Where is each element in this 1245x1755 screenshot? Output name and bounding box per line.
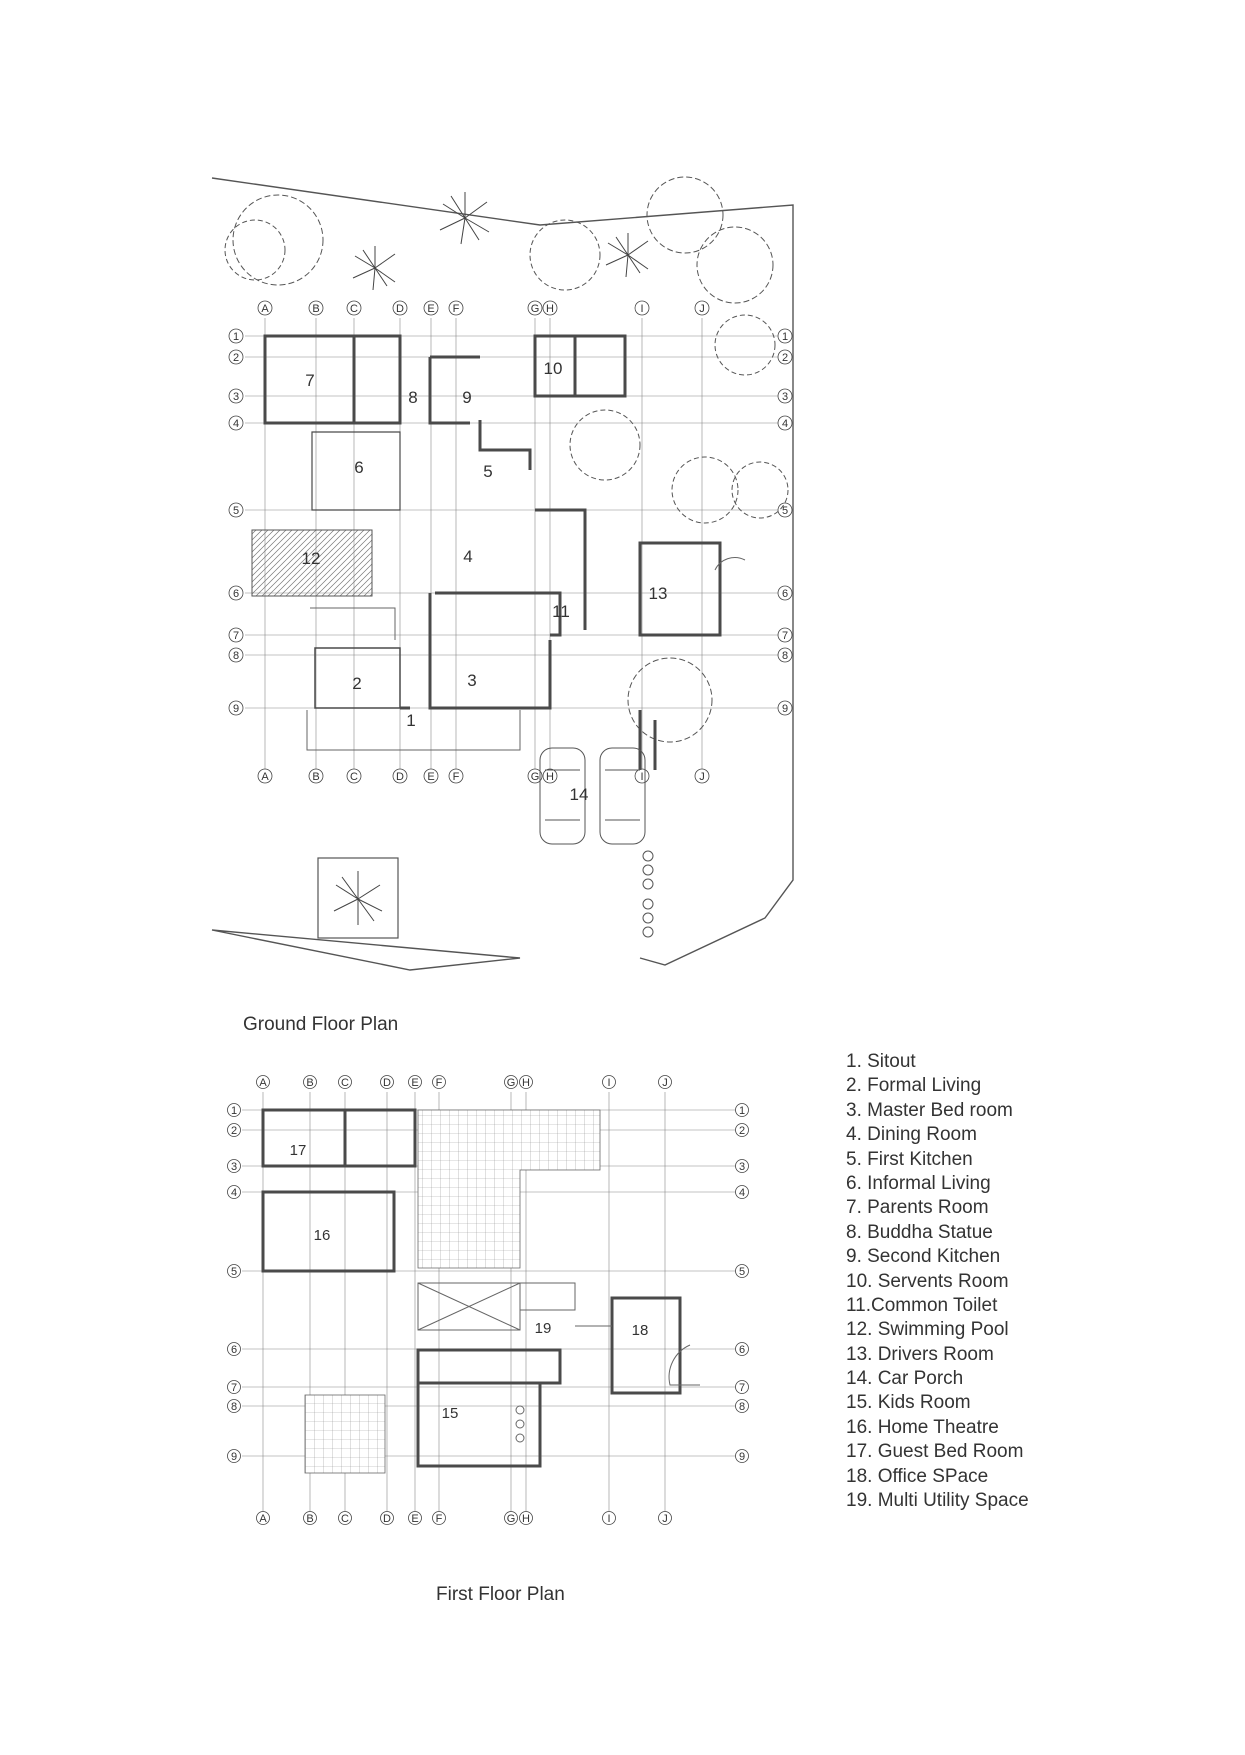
gf-grid-col-top: H [546, 303, 554, 315]
first-floor-plan [228, 1076, 749, 1526]
room-number: 1 [406, 711, 416, 730]
ff-grid-col-top: G [506, 1077, 516, 1089]
gf-grid-col-bottom: H [546, 771, 554, 783]
ff-grid-col-top: C [341, 1077, 349, 1089]
ff-grid-col-bottom: G [506, 1513, 516, 1525]
legend-item: 17. Guest Bed Room [846, 1441, 1024, 1463]
gf-grid-row-right: 5 [781, 505, 789, 517]
gf-grid-col-bottom: C [350, 771, 358, 783]
gf-grid-col-bottom: B [312, 771, 320, 783]
shrub-icons [643, 851, 653, 937]
legend-item: 4. Dining Room [846, 1124, 977, 1146]
ff-grid-row-right: 9 [738, 1451, 746, 1463]
legend-item: 9. Second Kitchen [846, 1246, 1001, 1268]
gf-grid-row-left: 1 [232, 331, 240, 343]
ff-grid-col-top: D [383, 1077, 391, 1089]
legend-item: 8. Buddha Statue [846, 1221, 993, 1243]
ff-grid-row-left: 4 [230, 1187, 238, 1199]
legend-item: 5. First Kitchen [846, 1148, 973, 1170]
legend-item: 14. Car Porch [846, 1368, 964, 1390]
gf-grid-row-right: 4 [781, 418, 789, 430]
gf-grid-row-left: 6 [232, 588, 240, 600]
gf-grid-row-right: 8 [781, 650, 789, 662]
ground-outlines [307, 558, 745, 750]
ff-grid-col-bottom: H [522, 1513, 530, 1525]
palm-icons [334, 192, 648, 925]
gf-grid-col-bottom: I [640, 771, 644, 783]
room-number: 10 [543, 359, 563, 378]
ground-floor-plan [212, 177, 793, 970]
gf-grid-row-left: 7 [232, 630, 240, 642]
gf-grid-row-right: 6 [781, 588, 789, 600]
gf-grid-col-top: E [427, 303, 435, 315]
gf-grid-col-top: C [350, 303, 358, 315]
room-number: 8 [408, 388, 418, 407]
room-number: 7 [305, 371, 315, 390]
ff-grid-col-bottom: C [341, 1513, 349, 1525]
ff-grid-row-right: 2 [738, 1125, 746, 1137]
gf-grid-col-bottom: E [427, 771, 435, 783]
gf-grid-row-right: 2 [781, 352, 789, 364]
room-number: 3 [467, 671, 477, 690]
legend-item: 1. Sitout [846, 1051, 916, 1072]
ff-grid-col-top: A [259, 1077, 267, 1089]
gf-grid-row-left: 5 [232, 505, 240, 517]
gf-grid-col-top: A [261, 303, 269, 315]
first-floor-caption: First Floor Plan [436, 1584, 565, 1605]
room-number: 18 [631, 1322, 649, 1339]
ff-grid-row-right: 3 [738, 1161, 746, 1173]
ff-grid-row-left: 6 [230, 1344, 238, 1356]
legend-item: 16. Home Theatre [846, 1416, 999, 1438]
gf-grid-row-right: 7 [781, 630, 789, 642]
legend-item: 10. Servents Room [846, 1270, 1009, 1292]
room-number: 4 [463, 547, 473, 566]
gf-grid-row-left: 3 [232, 391, 240, 403]
ff-grid-col-top: J [662, 1077, 668, 1089]
room-number: 2 [352, 674, 362, 693]
ff-grid-col-top: I [607, 1077, 611, 1089]
ff-grid-col-bottom: A [259, 1513, 267, 1525]
ff-grid-row-right: 7 [738, 1382, 746, 1394]
car-icons [540, 748, 645, 844]
gf-grid-row-left: 4 [232, 418, 240, 430]
legend-item: 18. Office SPace [846, 1465, 989, 1487]
gf-grid-row-left: 2 [232, 352, 240, 364]
room-number: 13 [648, 584, 668, 603]
legend-item: 6. Informal Living [846, 1172, 991, 1194]
legend-item: 3. Master Bed room [846, 1099, 1013, 1121]
tree-icons [225, 177, 788, 742]
gf-grid-row-right: 3 [781, 391, 789, 403]
ff-grid-row-left: 2 [230, 1125, 238, 1137]
ff-grid-row-left: 3 [230, 1161, 238, 1173]
legend-item: 19. Multi Utility Space [846, 1490, 1029, 1512]
legend-item: 2. Formal Living [846, 1075, 982, 1097]
ff-grid-row-left: 5 [230, 1266, 238, 1278]
gf-grid-col-top: D [396, 303, 404, 315]
ff-grid-row-right: 6 [738, 1344, 746, 1356]
gf-grid-row-left: 9 [232, 703, 240, 715]
room-number: 17 [289, 1142, 307, 1159]
ff-grid-row-left: 7 [230, 1382, 238, 1394]
room-number: 14 [569, 785, 589, 804]
legend-item: 15. Kids Room [846, 1392, 971, 1414]
ff-grid-col-top: B [306, 1077, 314, 1089]
gf-grid-col-bottom: F [452, 771, 460, 783]
gf-grid-col-top: B [312, 303, 320, 315]
ff-grid-col-bottom: E [411, 1513, 419, 1525]
room-number: 9 [462, 388, 472, 407]
room-number: 12 [301, 549, 321, 568]
room-number: 16 [313, 1227, 331, 1244]
room-number: 5 [483, 462, 493, 481]
legend-item: 7. Parents Room [846, 1197, 989, 1219]
gf-grid-col-top: I [640, 303, 644, 315]
gf-grid-col-bottom: A [261, 771, 269, 783]
legend-item: 11.Common Toilet [846, 1294, 998, 1316]
gf-grid-col-bottom: G [530, 771, 540, 783]
ff-grid-col-bottom: I [607, 1513, 611, 1525]
ground-floor-caption: Ground Floor Plan [243, 1014, 399, 1035]
room-number: 11 [552, 602, 570, 621]
ff-grid-row-right: 5 [738, 1266, 746, 1278]
ff-grid-col-bottom: F [435, 1513, 443, 1525]
ff-grid-row-left: 8 [230, 1401, 238, 1413]
room-number: 19 [534, 1320, 552, 1337]
ff-grid-row-right: 8 [738, 1401, 746, 1413]
ff-grid-col-bottom: B [306, 1513, 314, 1525]
ff-grid-row-left: 9 [230, 1451, 238, 1463]
ff-grid-col-bottom: D [383, 1513, 391, 1525]
legend-item: 13. Drivers Room [846, 1343, 994, 1365]
ff-grid-col-top: H [522, 1077, 530, 1089]
gf-grid-col-top: G [530, 303, 540, 315]
room-legend [846, 1050, 1029, 1513]
ff-grid-col-bottom: J [662, 1513, 668, 1525]
room-number: 15 [441, 1405, 459, 1422]
gf-grid-col-top: F [452, 303, 460, 315]
gf-grid-col-top: J [699, 303, 705, 315]
ff-grid-row-left: 1 [230, 1105, 238, 1117]
ff-grid-row-right: 1 [738, 1105, 746, 1117]
legend-item: 12. Swimming Pool [846, 1319, 1009, 1341]
gf-grid-col-bottom: D [396, 771, 404, 783]
gf-grid-row-left: 8 [232, 650, 240, 662]
gf-grid-row-right: 1 [781, 331, 789, 343]
ff-grid-row-right: 4 [738, 1187, 746, 1199]
ff-grid-col-top: F [435, 1077, 443, 1089]
gf-grid-col-bottom: J [699, 771, 705, 783]
ff-grid-col-top: E [411, 1077, 419, 1089]
room-number: 6 [354, 458, 364, 477]
gf-grid-row-right: 9 [781, 703, 789, 715]
